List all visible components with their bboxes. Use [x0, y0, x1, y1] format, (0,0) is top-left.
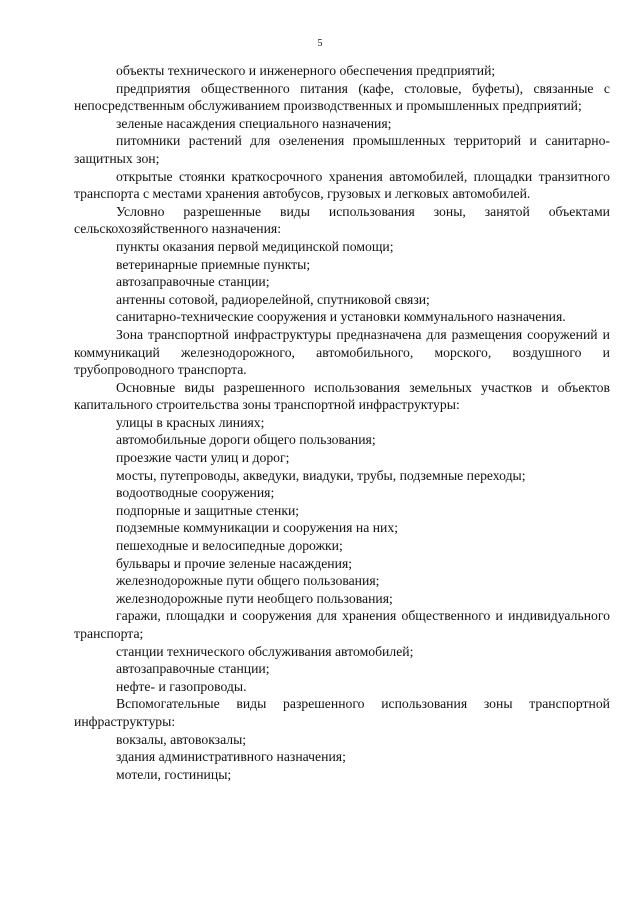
paragraph: улицы в красных линиях;: [116, 414, 265, 430]
paragraph: станции технического обслуживания автомобилей;: [116, 643, 414, 659]
paragraph: питомники растений для озеленения промышленных территорий и санитарно-защитных зон;: [74, 133, 610, 166]
paragraph: зеленые насаждения специального назначения;: [116, 115, 392, 131]
paragraph: железнодорожные пути необщего пользования;: [116, 590, 393, 606]
paragraph: автомобильные дороги общего пользования;: [116, 432, 376, 448]
paragraph: Условно разрешенные виды использования зоны, занятой объектами сельскохозяйственного назначения:: [74, 203, 610, 237]
paragraph: антенны сотовой, радиорелейной, спутниковой связи;: [116, 291, 430, 307]
paragraph: автозаправочные станции;: [116, 661, 270, 677]
paragraph: подпорные и защитные стенки;: [116, 502, 300, 518]
paragraph: открытые стоянки краткосрочного хранения автомобилей, площадки транзитного транспорта с местами хранения автобусов, грузовых и легковых автомобилей.: [74, 168, 610, 202]
paragraph: автозаправочные станции;: [116, 274, 270, 290]
paragraph: ветеринарные приемные пункты;: [116, 256, 311, 272]
paragraph: мосты, путепроводы, акведуки, виадуки, трубы, подземные переходы;: [116, 467, 526, 483]
paragraph: пешеходные и велосипедные дорожки;: [116, 538, 343, 554]
document-text: [74, 62, 610, 783]
paragraph: водоотводные сооружения;: [116, 485, 275, 501]
paragraph: нефте- и газопроводы.: [116, 678, 247, 694]
paragraph: Вспомогательные виды разрешенного использования зоны транспортной инфраструктуры:: [74, 696, 610, 729]
paragraph: бульвары и прочие зеленые насаждения;: [116, 555, 353, 571]
paragraph: железнодорожные пути общего пользования;: [116, 573, 380, 589]
paragraph: Основные виды разрешенного использования земельных участков и объектов капитального строительства зоны транспортной инфраструктуры:: [74, 379, 610, 413]
paragraph: гаражи, площадки и сооружения для хранения общественного и индивидуального транспорта;: [74, 608, 610, 641]
paragraph: проезжие части улиц и дорог;: [116, 450, 290, 466]
paragraph: вокзалы, автовокзалы;: [116, 731, 247, 747]
paragraph: здания административного назначения;: [116, 749, 346, 765]
paragraph: мотели, гостиницы;: [116, 766, 232, 782]
paragraph: Зона транспортной инфраструктуры предназначена для размещения сооружений и коммуникаций железнодорожного, автомобильного, морского, воздушного и трубопроводного транспорта.: [74, 326, 610, 378]
paragraph: объекты технического и инженерного обеспечения предприятий;: [116, 63, 496, 78]
paragraph: предприятия общественного питания (кафе, столовые, буфеты), связанные с непосредственным обслуживанием производственных и промышленных предприятий;: [74, 80, 610, 114]
paragraph: пункты оказания первой медицинской помощи;: [116, 238, 394, 254]
paragraph: санитарно-технические сооружения и установки коммунального назначения.: [116, 309, 566, 325]
page-number: 5: [317, 38, 323, 49]
paragraph: подземные коммуникации и сооружения на них;: [116, 520, 399, 536]
